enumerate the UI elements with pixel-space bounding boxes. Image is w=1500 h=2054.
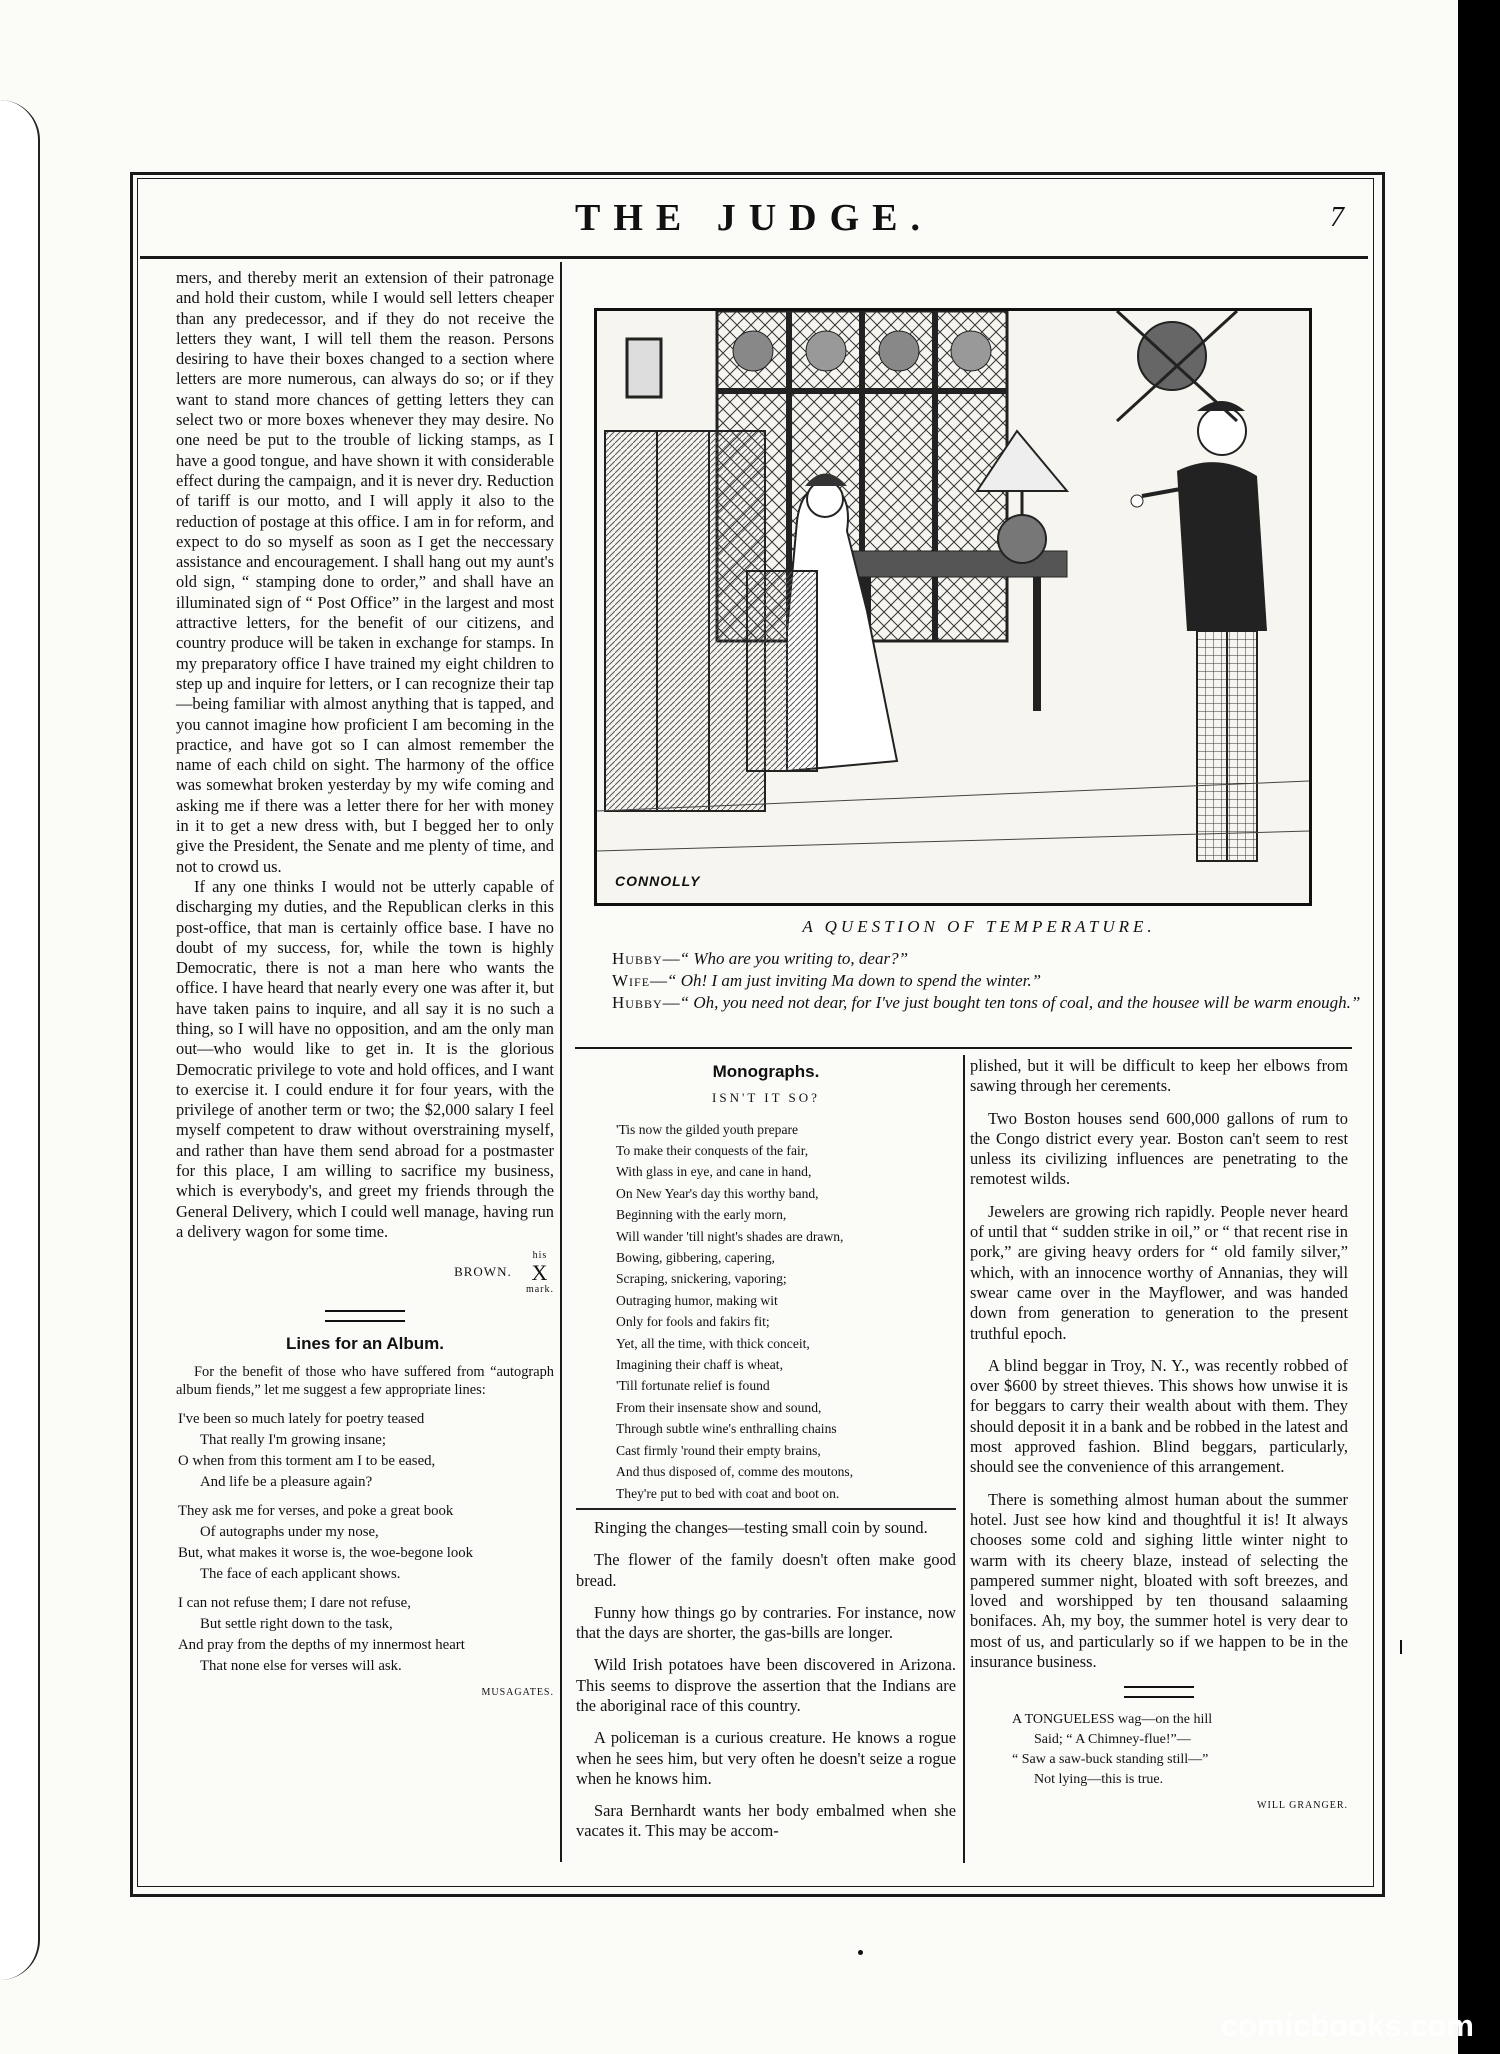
dialogue-line: Hubby—“ Who are you writing to, dear?”: [612, 949, 909, 968]
monographs-column: [576, 1056, 956, 1842]
article-paragraph: mers, and thereby merit an extension of their patronage and hold their custom, while I would sell letters cheaper than any predecessor, and if they do not receive the letters they want, I will tell them the reason. Persons desiring to have their boxes changed to a section where letters are more numerous, can always do so; or if they want to stand more chances of getting letters they can select two or more boxes whenever they may desire. No one need be put to the trouble of licking stamps, as I have a good tongue, and have shown it with considerable effect during the campaign, and it is never dry. Reduction of tariff is our motto, and I will apply it also to the reduction of postage at this office. I am in for reform, and expect to do so myself as soon as I get the neccessary assistance and encouragement. I shall hang out my aunt's old sign, “ stamping done to order,” and shall have an illuminated sign of “ Post Office” in the largest and most attractive letters, for the benefit of our citizens, and country produce will be taken in exchange for stamps. In my preparatory office I have trained my eight children to step up and inquire for letters, or I can recognize their tap—being familiar with almost anything that is tapped, and you cannot imagine how proficient I am becoming in the practice, and have got so I can almost remember the name of each child on sight. The harmony of the office was somewhat broken yesterday by my wife coming and asking me if there was a letter there for her with money in it to get a new dress with, but I begged her to only give the President, the Senate and me plenty of time, and not to crowd us.: [176, 268, 554, 876]
left-column: [176, 268, 554, 1703]
right-column: [970, 1056, 1348, 1817]
monograph-item: Funny how things go by contraries. For instance, now that the days are shorter, the gas-bills are longer.: [576, 1602, 956, 1643]
closing-verse: A TONGUELESS wag—on the hill Said; “ A Chimney-flue!”— “ Saw a saw-buck standing still—” Not lying—this is true.: [1012, 1712, 1213, 1788]
monographs-subheading: ISN'T IT SO?: [712, 1090, 820, 1106]
signature-name: BROWN.: [454, 1264, 512, 1280]
artist-signature: CONNOLLY: [615, 873, 701, 889]
watermark: comicbooks.com: [1220, 2008, 1474, 2043]
article-paragraph: If any one thinks I would not be utterly capable of discharging my duties, and the Republican clerks in this post-office, that man is certainly office base. I have no doubt of my success, for, while the town is highly Democratic, there is not a man here who wants the office. I have heard that nearly every one was after it, but have taken pains to inquire, and all say it is no such a thing, so I will have no opposition, and am the only man out—who would like to get in. It is the glorious Democratic privilege to vote and hold offices, and I want to exercise it. I could endure it for four years, with the privilege of another term or two; the $2,000 salary I feel myself competent to draw without overstraining myself, and rather than have them send abroad for a postmaster for this place, I am willing to sacrifice my business, which is everybody's, and greet my friends through the General Delivery, which I could well manage, having run a delivery wagon for some time.: [176, 876, 554, 1241]
dialogue-line: Hubby—“ Oh, you need not dear, for I've just bought ten tons of coal, and the housee will be warm enough.”: [612, 993, 1361, 1012]
section-divider: [325, 1310, 405, 1322]
masthead-title: THE JUDGE.: [574, 197, 934, 239]
paragraph-item: There is something almost human about the summer hotel. Just see how kind and thoughtful it is! It always chooses some cold and sighing little winter night to warm with its cheery blaze, instead of selecting the pampered summer night, bloated with soft breezes, and loved and worshipped by ten thousand salaaming bonifaces. Ah, my boy, the summer hotel is very dear to most of us, and particularly so if we happen to be in the insurance business.: [970, 1489, 1348, 1672]
album-heading: Lines for an Album.: [285, 1334, 445, 1354]
ink-speck: [1400, 1640, 1402, 1654]
album-verse: I've been so much lately for poetry teased That really I'm growing insane; O when from this torment am I to be eased, And life be a pleasure again? They ask me for verses, and poke a great book Of autographs under my nose, But, what makes it worse is, the woe-begone look The face of each applicant shows. I can not refuse them; I dare not refuse, But settle right down to the task, And pray from the depths of my innermost heart That none else for verses will ask.: [178, 1410, 474, 1674]
poem-rule: [576, 1508, 956, 1510]
album-credit: MUSAGATES.: [481, 1686, 554, 1698]
dialogue-line: Wife—“ Oh! I am just inviting Ma down to spend the winter.”: [612, 971, 1042, 990]
monograph-item: Ringing the changes—testing small coin by sound.: [594, 1517, 928, 1537]
masthead: [140, 196, 1368, 254]
monograph-item: A policeman is a curious creature. He knows a rogue when he sees him, but very often he doesn't seize a rogue when he knows him.: [576, 1728, 956, 1788]
paragraph-item: plished, but it will be difficult to keep her elbows from sawing through her cerements.: [970, 1056, 1348, 1096]
cartoon-drawing: [597, 311, 1309, 903]
album-intro: For the benefit of those who have suffered from “autograph album fiends,” let me suggest a few appropriate lines:: [176, 1363, 554, 1398]
page-number: 7: [1330, 202, 1344, 233]
facing-page-edge: [0, 100, 40, 1980]
monograph-item: The flower of the family doesn't often make good bread.: [576, 1550, 956, 1590]
monographs-heading: Monographs.: [712, 1062, 820, 1081]
ink-speck: [858, 1950, 863, 1955]
column-divider-right: [963, 1055, 965, 1863]
cartoon-illustration: [594, 308, 1312, 906]
paragraph-item: A blind beggar in Troy, N. Y., was recently robbed of over $600 by street thieves. This shows how unwise it is for beggars to carry their wealth about with them. They should deposit it in a bank and be robbed in the latest and most approved fashion. Blind beggars, particularly, should see the convenience of this arrangement.: [970, 1355, 1348, 1477]
cartoon-caption: [574, 916, 1384, 1014]
caption-title: A QUESTION OF TEMPERATURE.: [802, 917, 1156, 936]
monograph-item: Sara Bernhardt wants her body embalmed when she vacates it. This may be accom-: [576, 1801, 956, 1841]
section-divider: [1124, 1686, 1194, 1698]
monographs-poem: 'Tis now the gilded youth prepare To make their conquests of the fair, With glass in eye, and cane in hand, On New Year's day this worthy band, Beginning with the early morn, Will wander 'till night's shades are drawn, Bowing, gibbering, capering, Scraping, snickering, vaporing; Outraging humor, making wit Only for fools and fakirs fit; Yet, all the time, with thick conceit, Imagining their chaff is wheat, 'Till fortunate relief is found From their insensate show and sound, Through subtle wine's enthralling chains Cast firmly 'round their empty brains, And thus disposed of, comme des moutons, They're put to bed with coat and boot on.: [616, 1121, 854, 1501]
masthead-rule: [140, 256, 1368, 259]
verse-credit: WILL GRANGER.: [1257, 1800, 1348, 1812]
caption-rule: [575, 1047, 1352, 1049]
signature: [176, 1250, 554, 1296]
monograph-item: Wild Irish potatoes have been discovered in Arizona. This seems to disprove the assertion that the Indians are the aboriginal race of this country.: [576, 1655, 956, 1715]
column-divider-left: [560, 262, 562, 1862]
signature-mark: his X mark.: [525, 1250, 554, 1296]
paragraph-item: Two Boston houses send 600,000 gallons of rum to the Congo district every year. Boston can't seem to rest unless its civilizing influences are penetrating to the remotest wilds.: [970, 1108, 1348, 1189]
paragraph-item: Jewelers are growing rich rapidly. People never heard of until that “ sudden strike in oil,” or “ that recent rise in pork,” are giving heavy orders for “ old family silver,” which, with an innocence worthy of Annanias, they will swear came over in the Mayflower, and was handed down from generation to generation to the present truthful epoch.: [970, 1201, 1348, 1343]
